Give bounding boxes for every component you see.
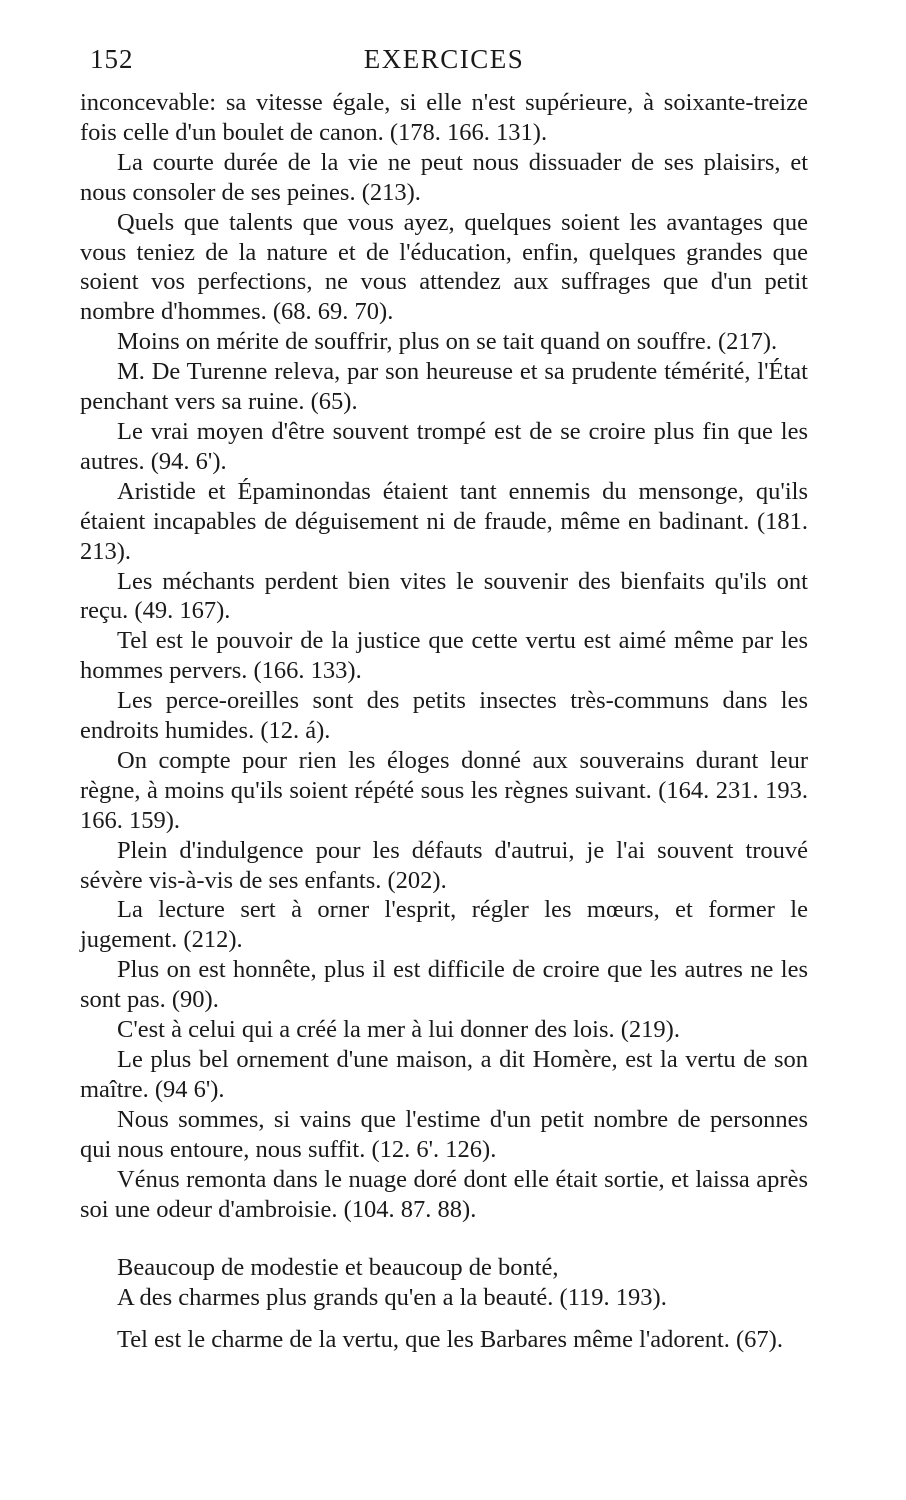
- page-header: [80, 44, 808, 84]
- closing-paragraph: Tel est le charme de la vertu, que les Barbares même l'adorent. (67).: [117, 1326, 783, 1354]
- paragraph: Moins on mérite de souffrir, plus on se tait quand on souffre. (217).: [117, 328, 778, 356]
- paragraph: Le plus bel ornement d'une maison, a dit Homère, est la vertu de son maître. (94 6').: [80, 1046, 808, 1103]
- stanza-gap: [80, 1313, 808, 1325]
- page-number: 152: [90, 44, 134, 74]
- stanza-gap: [80, 1224, 808, 1253]
- paragraph: Tel est le pouvoir de la justice que cette vertu est aimé même par les hommes pervers. (166. 133).: [80, 627, 808, 685]
- running-title: EXERCICES: [363, 44, 525, 74]
- paragraph: La courte durée de la vie ne peut nous dissuader de ses plaisirs, et nous consoler de ses peines. (213).: [80, 148, 808, 206]
- paragraph: La lecture sert à orner l'esprit, régler les mœurs, et former le jugement. (212).: [80, 896, 808, 954]
- paragraph: Les perce-oreilles sont des petits insectes très-communs dans les endroits humides. (12. á).: [80, 687, 808, 745]
- paragraph: C'est à celui qui a créé la mer à lui donner des lois. (219).: [117, 1016, 680, 1044]
- verse-line: Beaucoup de modestie et beaucoup de bonté,: [117, 1254, 559, 1282]
- paragraph: Les méchants perdent bien vites le souvenir des bienfaits qu'ils ont reçu. (49. 167).: [80, 567, 808, 625]
- paragraph: M. De Turenne releva, par son heureuse et sa prudente témérité, l'État penchant vers sa ruine. (65).: [80, 358, 808, 416]
- paragraph: Plein d'indulgence pour les défauts d'autrui, je l'ai souvent trouvé sévère vis-à-vis de ses enfants. (202).: [80, 836, 808, 894]
- paragraph: Plus on est honnête, plus il est difficile de croire que les autres ne les sont pas. (90).: [80, 956, 808, 1014]
- paragraph: Vénus remonta dans le nuage doré dont elle était sortie, et laissa après soi une odeur d'ambroisie. (104. 87. 88).: [80, 1165, 808, 1223]
- paragraph: On compte pour rien les éloges donné aux souverains durant leur règne, à moins qu'ils soient répété sous les règnes suivant. (164. 231. 193. 166. 159).: [80, 746, 808, 834]
- paragraph: inconcevable: sa vitesse égale, si elle n'est supérieure, à soixante-treize fois celle d'un boulet de canon. (178. 166. 131).: [80, 89, 808, 146]
- page-body: [80, 88, 808, 1355]
- paragraph: Quels que talents que vous ayez, quelques soient les avantages que vous teniez de la nature et de l'éducation, enfin, quelques grandes que soient vos perfections, ne vous attendez aux suffrages que d'un petit nombre d'hommes. (68. 69. 70).: [80, 208, 808, 326]
- verse-line: A des charmes plus grands qu'en a la beauté. (119. 193).: [117, 1284, 667, 1312]
- paragraph: Le vrai moyen d'être souvent trompé est de se croire plus fin que les autres. (94. 6').: [80, 417, 808, 475]
- paragraph: Nous sommes, si vains que l'estime d'un petit nombre de personnes qui nous entoure, nous suffit. (12. 6'. 126).: [80, 1105, 808, 1163]
- paragraph: Aristide et Épaminondas étaient tant ennemis du mensonge, qu'ils étaient incapables de déguisement ni de fraude, même en badinant. (181. 213).: [80, 477, 808, 565]
